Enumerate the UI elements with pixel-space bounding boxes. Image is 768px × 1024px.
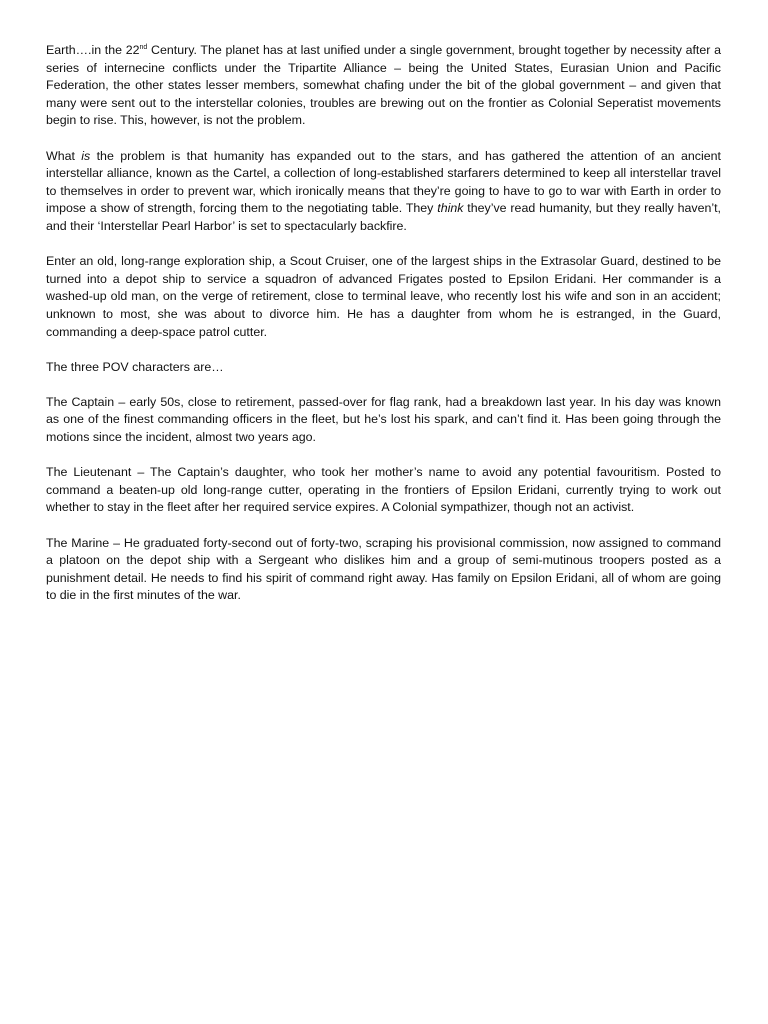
paragraph-pov-heading: The three POV characters are… [46, 359, 224, 374]
paragraph-problem [46, 148, 721, 236]
paragraph-marine: The Marine – He graduated forty-second out of forty-two, scraping his provisional commission, now assigned to command a platoon on the depot ship with a Sergeant who dislikes him and a group of semi-mutinous troopers posted as a punishment detail. He needs to find his spirit of command right away. Has family on Epsilon Eridani, all of whom are going to die in the first minutes of the war. [46, 535, 721, 603]
problem-part-c: the problem is that humanity has expanded out to the stars, and has gathered the attention of an ancient interstellar alliance, known as the Cartel, a collection of long-established starfarers determined to keep all interstellar travel to themselves in order to prevent war, which ironically means that they’re going to have to go to war with Earth in order to impose a show of strength, forcing them to the negotiating table. They [46, 148, 721, 216]
paragraph-intro [46, 42, 721, 130]
intro-lead: Earth….in the 22 [46, 43, 140, 57]
ordinal-superscript: nd [139, 44, 148, 51]
intro-rest: Century. The planet has at last unified under a single government, brought together by necessity after a series of internecine conflicts under the Tripartite Alliance – being the United States, Eurasian Union and Pacific Federation, the other states lesser members, somewhat chafing under the bit of the global government – and given that many were sent out to the interstellar colonies, troubles are brewing out on the frontier as Colonial Seperatist movements begin to rise. This, however, is not the problem. [46, 43, 721, 128]
paragraph-lieutenant: The Lieutenant – The Captain’s daughter, who took her mother’s name to avoid any potential favouritism. Posted to command a beaten-up old long-range cutter, operating in the frontiers of Epsilon Eridani, currently trying to work out whether to stay in the fleet after her required service expires. A Colonial sympathizer, though not an activist. [46, 465, 721, 515]
problem-part-a: What [46, 148, 82, 163]
problem-emphasis-is: is [81, 148, 91, 163]
paragraph-ship: Enter an old, long-range exploration ship, a Scout Cruiser, one of the largest ships in the Extrasolar Guard, destined to be turned into a depot ship to service a squadron of advanced Frigates posted to Epsilon Eridani. Her commander is a washed-up old man, on the verge of retirement, close to terminal leave, who recently lost his wife and son in an accident; unknown to most, she was about to divorce him. He has a daughter from whom he is estranged, in the Guard, commanding a deep-space patrol cutter. [46, 254, 721, 339]
document-page [46, 42, 721, 623]
problem-emphasis-think: think [437, 201, 464, 216]
problem-part-e: they’ve read humanity, but they really haven’t, and their ‘Interstellar Pearl Harbor’ is set to spectacularly backfire. [46, 201, 721, 233]
paragraph-captain: The Captain – early 50s, close to retirement, passed-over for flag rank, had a breakdown last year. In his day was known as one of the finest commanding officers in the fleet, but he’s lost his spark, and can’t find it. Has been going through the motions since the incident, almost two years ago. [46, 394, 721, 445]
